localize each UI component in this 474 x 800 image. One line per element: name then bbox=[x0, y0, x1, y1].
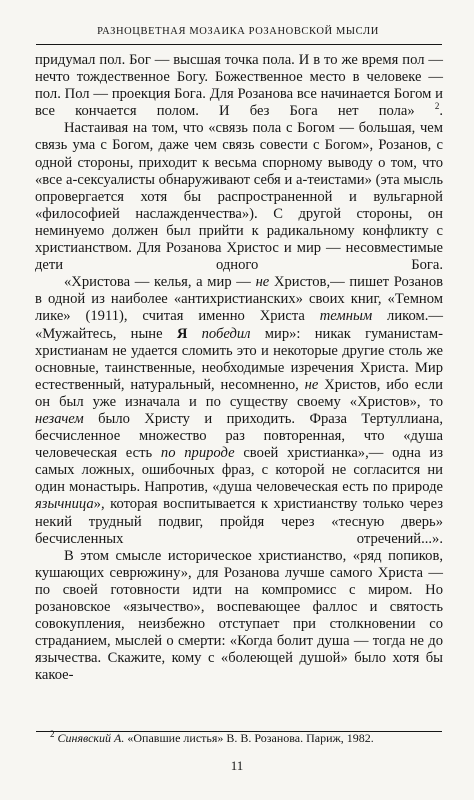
text-run: придумал пол. Бог — высшая точка пола. И в то же время пол — нечто тождественное Богу. Божественное место в человеке — пол. Пол — проекция Бога. Для Розанова все начинается Богом и все кончается полом. И без Бога нет пола» bbox=[35, 52, 443, 120]
footnote-source: «Опавшие листья» В. В. Розанова. Париж, 1982. bbox=[124, 731, 374, 745]
paragraph-2 bbox=[35, 120, 443, 274]
text-run-italic: язычница bbox=[35, 496, 94, 513]
text-run: «Христова — келья, а мир — bbox=[64, 274, 256, 291]
body-text bbox=[35, 52, 443, 684]
text-run-italic: незачем bbox=[35, 410, 84, 427]
paragraph-1 bbox=[35, 52, 443, 120]
text-run: », которая воспитывается к христианству только через некий трудный подвиг, пройдя через «тесную дверь» бесчисленных отречений...». bbox=[35, 496, 443, 547]
text-run: своей христианка»,— одна из самых ложных, ошибочных фраз, с которой не согласится ни один монастырь. Напротив, «душа человеческая есть по природе bbox=[35, 445, 444, 496]
text-run: мир»: никак гуманистам-христианам не удается сломить это и некоторые другие столь же основные, таинственные, необходимые изречения Христа. Мир естественный, натуральный, несомненно, bbox=[35, 325, 443, 393]
text-run: было Христу и приходить. Фраза Тертуллиана, бесчисленное множество раз повторенная, что «душа человеческая есть bbox=[35, 410, 443, 462]
footnote-ref: 2 bbox=[434, 101, 440, 112]
page-number: 11 bbox=[230, 758, 244, 773]
running-header: РАЗНОЦВЕТНАЯ МОЗАИКА РОЗАНОВСКОЙ МЫСЛИ bbox=[97, 26, 379, 37]
text-run: ликом.— «Мужайтесь, ныне bbox=[35, 308, 443, 342]
header-rule bbox=[36, 44, 442, 45]
text-run-italic: не bbox=[304, 376, 319, 393]
text-run: Настаивая на том, что «связь пола с Богом — большая, чем связь ума с Богом, даже чем связь совести с Богом», Розанов, с одной стороны, приходит к весьма спорному выводу о том, что «все а-сексуалисты обнаруживают себя и а-теистами» (эта мысль опровергается хотя бы распространенной и вульгарной «философией наслажденчества»). С другой стороны, он неминуемо должен был прийти к радикальному конфликту с христианством. Для Розанова Христос и мир — несовместимые дети одного Бога. bbox=[35, 120, 443, 274]
text-run-italic: темным bbox=[319, 308, 373, 325]
paragraph-3 bbox=[35, 274, 443, 548]
paragraph-4 bbox=[35, 548, 443, 685]
text-run: . bbox=[439, 103, 443, 120]
text-run: Христов, ибо если он был уже изначала и по существу своему «Христов», то bbox=[35, 376, 443, 410]
footnote-author: Синявский А. bbox=[57, 731, 125, 745]
text-run bbox=[187, 326, 201, 342]
text-run-italic: победил bbox=[201, 325, 251, 342]
text-run: В этом смысле историческое христианство, «ряд попиков, кушающих севрюжину», для Розанова лучше самого Христа — по своей готовности идти на компромисс с миром. Но розановское «язычество», воспевающее фаллос и святость совокупления, неизбежно отступает при столкновении со страданием, мыслей о смерти: «Когда болит душа — тогда не до язычества. Скажите, кому с «болеющей душой» было хотя бы какое- bbox=[35, 547, 443, 684]
text-run-italic: по природе bbox=[160, 445, 235, 462]
text-run: Христов,— пишет Розанов в одной из наиболее «антихристианских» своих книг, «Темном лике» (1911), считая именно Христа bbox=[35, 274, 444, 325]
footnote bbox=[36, 731, 440, 746]
text-run-bold: Я bbox=[176, 325, 188, 342]
footnote-marker: 2 bbox=[50, 729, 55, 739]
text-run-italic: не bbox=[255, 274, 270, 291]
